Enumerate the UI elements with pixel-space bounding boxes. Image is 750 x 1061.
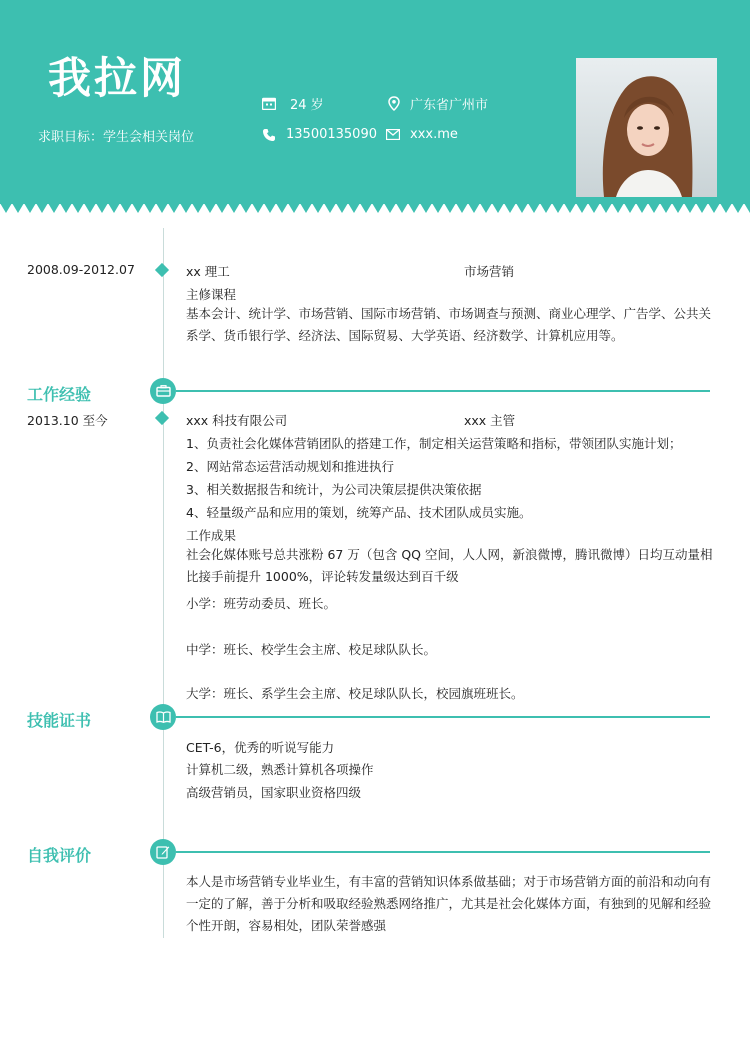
timeline-marker	[155, 411, 169, 425]
location-info	[388, 94, 488, 113]
candidate-name: 我拉网	[48, 54, 186, 104]
header-zigzag-edge	[0, 203, 750, 215]
profile-photo	[576, 58, 717, 197]
phone-info	[262, 127, 377, 142]
work-results: 社会化媒体账号总共涨粉 67 万（包含 QQ 空间，人人网，新浪微博，腾讯微博）日均互动量相比接手前提升 1000%，评论转发量级达到百千级	[186, 547, 713, 584]
skills-section-title: 技能证书	[27, 711, 92, 730]
email-text: xxx.me	[410, 127, 458, 142]
email-icon	[386, 129, 400, 140]
self-section-title: 自我评价	[27, 846, 92, 865]
courses-title: 主修课程	[186, 287, 237, 302]
location-pin-icon	[388, 96, 400, 111]
work-section-divider	[176, 390, 710, 392]
phone-icon	[262, 128, 276, 142]
results-title: 工作成果	[186, 528, 237, 543]
education-major: 市场营销	[464, 264, 515, 279]
duty-item: 2、网站常态运营活动规划和推进执行	[186, 459, 394, 474]
timeline-marker	[155, 263, 169, 277]
calendar-icon	[262, 97, 276, 110]
age-info	[262, 94, 324, 113]
location-text: 广东省广州市	[410, 98, 489, 113]
courses-list: 基本会计、统计学、市场营销、国际市场营销、市场调查与预测、商业心理学、广告学、公共关系学、货币银行学、经济法、国际贸易、大学英语、经济数学、计算机应用等。	[186, 306, 712, 343]
school-role-item: 大学：班长、系学生会主席、校足球队队长，校园旗班班长。	[186, 686, 524, 701]
duty-item: 1、负责社会化媒体营销团队的搭建工作，制定相关运营策略和指标，带领团队实施计划；	[186, 436, 682, 451]
age-text: 24 岁	[290, 98, 324, 113]
duty-item: 3、相关数据报告和统计，为公司决策层提供决策依据	[186, 482, 482, 497]
work-position: xxx 主管	[464, 413, 516, 428]
briefcase-icon	[150, 378, 176, 404]
skill-item: 计算机二级，熟悉计算机各项操作	[186, 762, 374, 777]
skill-item: 高级营销员，国家职业资格四级	[186, 785, 362, 800]
school-role-item: 小学：班劳动委员、班长。	[186, 596, 337, 611]
timeline-line	[163, 228, 164, 938]
duty-item: 4、轻量级产品和应用的策划，统筹产品、技术团队成员实施。	[186, 505, 532, 520]
edit-icon	[150, 839, 176, 865]
skills-section-divider	[176, 716, 710, 718]
education-date: 2008.09-2012.07	[27, 262, 135, 277]
skill-item: CET-6，优秀的听说写能力	[186, 740, 335, 755]
job-objective: 求职目标：学生会相关岗位	[38, 130, 195, 145]
work-date: 2013.10 至今	[27, 413, 108, 428]
school-role-item: 中学：班长、校学生会主席、校足球队队长。	[186, 642, 437, 657]
resume-header	[0, 0, 750, 204]
education-school: xx 理工	[186, 264, 230, 279]
self-evaluation-text: 本人是市场营销专业毕业生，有丰富的营销知识体系做基础；对于市场营销方面的前沿和动向有一定的了解，善于分析和吸取经验熟悉网络推广，尤其是社会化媒体方面，有独到的见解和经验个性开朗，容易相处，团队荣誉感强	[186, 874, 712, 933]
self-section-divider	[176, 851, 710, 853]
work-company: xxx 科技有限公司	[186, 413, 288, 428]
portrait-image	[576, 58, 717, 197]
phone-text: 13500135090	[286, 127, 377, 142]
work-section-title: 工作经验	[27, 385, 92, 404]
email-info	[386, 127, 458, 142]
book-icon	[150, 704, 176, 730]
